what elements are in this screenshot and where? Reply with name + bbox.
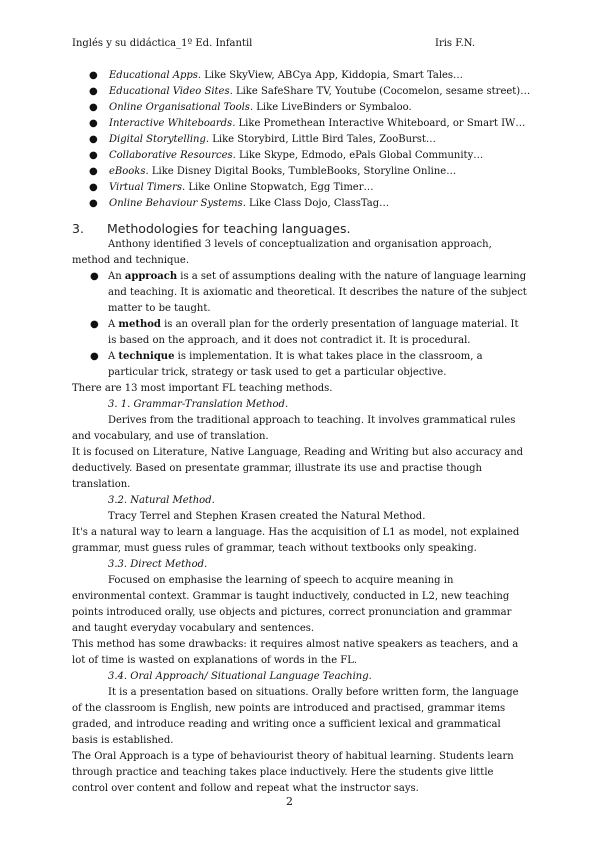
tool-category: Educational Apps (109, 70, 198, 81)
paragraph: Focused on emphasise the learning of speech to acquire meaning in environmental context. Grammar is taught inductively, conducted in L2, new teaching points introduced orally, use objects and pictures, correct pronunciation and grammar and taught everyday vocabulary and sentences. (72, 575, 512, 634)
tool-examples: . Like SafeShare TV, Youtube (Cocomelon, sesame street)… (229, 86, 531, 97)
level-definition: is an overall plan for the orderly presentation of language material. It is based on the approach, and it does not contradict it. It is procedural. (108, 319, 519, 346)
bullet-icon: ● (89, 166, 98, 177)
list-item (72, 84, 531, 100)
level-term: technique (118, 351, 175, 362)
page-number: 2 (286, 795, 293, 808)
section-number: 3. (72, 221, 84, 236)
level-prefix: A (108, 351, 119, 362)
list-item (72, 349, 528, 381)
list-item (72, 269, 528, 317)
paragraph: The Oral Approach is a type of behaviourist theory of habitual learning. Students learn through practice and teaching takes place inductively. Here the students give little control over content and follow and repeat what the instructor says. (72, 751, 514, 794)
paragraph: Tracy Terrel and Stephen Krasen created the Natural Method. (108, 511, 426, 522)
bullet-icon: ● (89, 102, 98, 113)
tool-examples: . Like SkyView, ABCya App, Kiddopia, Smart Tales… (197, 70, 464, 81)
subsection-title: 3. 1. Grammar-Translation Method. (108, 399, 289, 410)
bullet-icon: ● (89, 134, 98, 145)
bullet-icon: ● (89, 182, 98, 193)
tool-category: Educational Video Sites (109, 86, 230, 97)
tool-category: Collaborative Resources (109, 150, 233, 161)
bullet-icon: ● (90, 319, 99, 330)
paragraph: There are 13 most important FL teaching methods. (72, 383, 333, 394)
bullet-icon: ● (89, 86, 98, 97)
subsection-title: 3.4. Oral Approach/ Situational Language Teaching. (108, 671, 372, 682)
bullet-icon: ● (89, 198, 98, 209)
tool-examples: . Like Storybird, Little Bird Tales, ZooBurst… (205, 134, 436, 145)
tool-examples: . Like Promethean Interactive Whiteboard, or Smart IW… (232, 118, 526, 129)
subsection-title: 3.2. Natural Method. (108, 495, 215, 506)
tools-list (72, 68, 531, 212)
tool-examples: . Like Disney Digital Books, TumbleBooks, Storyline Online… (145, 166, 457, 177)
list-item (72, 132, 528, 148)
list-item (72, 116, 528, 132)
level-term: approach (124, 271, 178, 282)
header-author: Iris F.N. (435, 38, 476, 49)
level-prefix: An (108, 271, 125, 282)
list-item (72, 164, 528, 180)
paragraph: It's a natural way to learn a language. Has the acquisition of L1 as model, not explained grammar, must guess rules of grammar, teach without textbooks only speaking. (72, 527, 520, 554)
paragraph: Derives from the traditional approach to teaching. It involves grammatical rules and vocabulary, and use of translation. (72, 415, 516, 442)
page-content (72, 68, 531, 797)
list-item (72, 196, 528, 212)
bullet-icon: ● (89, 150, 98, 161)
tool-category: Online Organisational Tools (109, 102, 250, 113)
levels-list (72, 269, 528, 381)
paragraph: It is a presentation based on situations. Orally before written form, the language of the classroom is English, new points are introduced and practised, grammar items graded, and introduce reading and writing once a sufficient lexical and grammatical basis is established. (72, 687, 519, 746)
tool-category: Digital Storytelling (109, 134, 206, 145)
tool-examples: . Like Skype, Edmodo, ePals Global Community… (232, 150, 484, 161)
list-item (72, 180, 528, 196)
bullet-icon: ● (89, 118, 98, 129)
tool-examples: . Like LiveBinders or Symbaloo. (249, 102, 412, 113)
list-item (72, 100, 528, 116)
bullet-icon: ● (90, 271, 99, 282)
header-course-title: Inglés y su didáctica_1º Ed. Infantil (72, 38, 253, 49)
section-title: Methodologies for teaching languages. (107, 221, 351, 236)
section-heading (72, 220, 528, 237)
bullet-icon: ● (89, 70, 98, 81)
tool-examples: . Like Class Dojo, ClassTag… (242, 198, 390, 209)
level-definition: is a set of assumptions dealing with the nature of language learning and teaching. It is axiomatic and theoretical. It describes the nature of the subject matter to be taught. (108, 271, 527, 314)
list-item (72, 317, 528, 349)
list-item (72, 68, 528, 84)
paragraph: This method has some drawbacks: it requires almost native speakers as teachers, and a lot of time is wasted on explanations of words in the FL. (72, 639, 519, 666)
paragraph: It is focused on Literature, Native Language, Reading and Writing but also accuracy and deductively. Based on presentate grammar, illustrate its use and practise though translation. (72, 447, 524, 490)
paragraph: Anthony identified 3 levels of conceptualization and organisation approach, method and technique. (72, 239, 492, 266)
subsection-title: 3.3. Direct Method. (108, 559, 208, 570)
bullet-icon: ● (90, 351, 99, 362)
tool-category: Online Behaviour Systems (109, 198, 243, 209)
level-term: method (118, 319, 161, 330)
tool-category: Virtual Timers (109, 182, 183, 193)
level-prefix: A (108, 319, 119, 330)
tool-category: Interactive Whiteboards (109, 118, 233, 129)
level-definition: is implementation. It is what takes place in the classroom, a particular trick, strategy or task used to get a particular objective. (108, 351, 483, 378)
tool-examples: . Like Online Stopwatch, Egg Timer… (182, 182, 374, 193)
list-item (72, 148, 528, 164)
tool-category: eBooks (109, 166, 146, 177)
